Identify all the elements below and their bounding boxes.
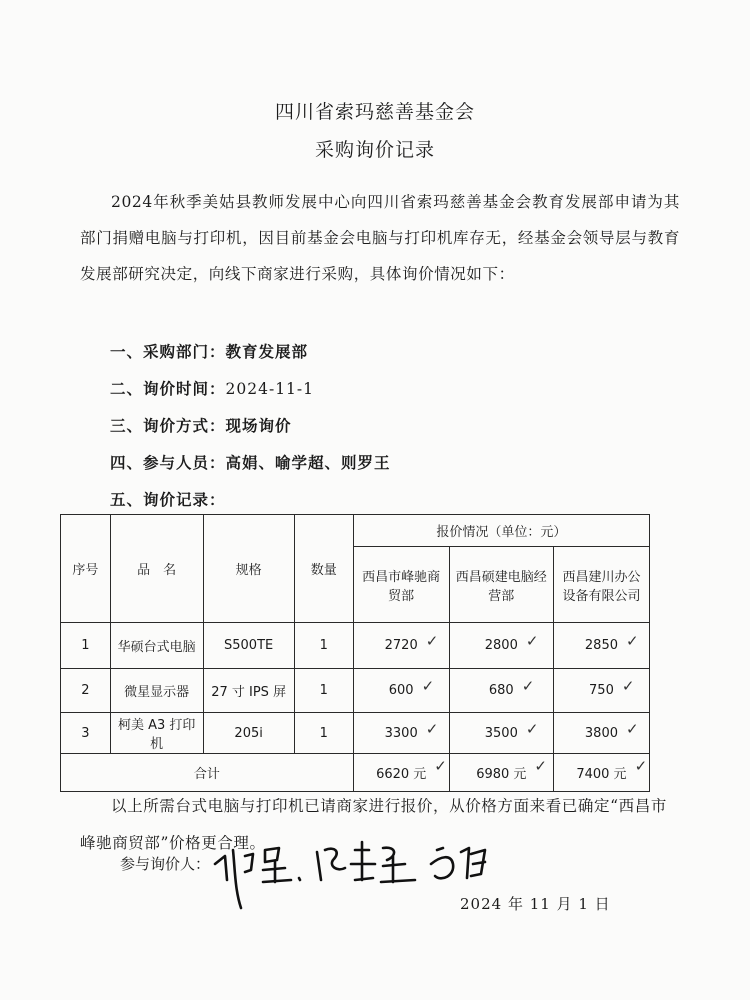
quote-cell [353,669,449,713]
row-no: 1 [61,623,111,669]
row-name: 柯美 A3 打印机 [110,713,203,754]
check-mark-icon: ✓ [525,719,539,738]
total-cell [553,754,649,792]
table-row [61,669,650,713]
purchase-dept-label: 一、采购部门： [110,342,226,361]
quote-value: 2720 [384,638,418,653]
inquiry-method-label: 三、询价方式： [110,416,226,435]
signer-label: 参与询价人： [120,855,211,873]
col-header-quote: 报价情况（单位：元） [353,515,649,547]
row-no: 2 [61,669,111,713]
quote-cell [553,623,649,669]
quote-cell [449,669,553,713]
quote-value: 600 [388,683,414,698]
vendor-3: 西昌建川办公设备有限公司 [553,547,649,623]
check-mark-icon: ✓ [626,632,639,650]
quote-value: 3500 [484,725,518,741]
purchase-dept [110,340,308,362]
participants-value: 高娟、喻学超、则罗王 [225,453,391,472]
row-spec: 27 寸 IPS 屏 [203,669,294,713]
quote-value: 3800 [584,725,618,741]
handwritten-signatures [205,820,495,910]
row-qty: 1 [294,623,353,669]
inquiry-record-label: 五、询价记录： [110,490,226,509]
inquiry-time-label: 二、询价时间： [110,379,226,398]
quote-value: 750 [589,683,614,698]
total-row [61,754,650,792]
purchase-dept-value: 教育发展部 [225,342,309,361]
total-cell [449,754,553,792]
quote-value: 2850 [584,638,618,653]
total-value: 7400 元 [576,767,627,782]
quote-cell [353,623,449,669]
quote-cell [553,669,649,713]
participants-label: 四、参与人员： [110,453,226,472]
quote-cell [449,713,553,754]
inquiry-time [110,377,314,399]
quote-value: 3300 [384,725,418,741]
check-mark-icon: ✓ [525,632,539,650]
participants [110,451,391,473]
vendor-1: 西昌市峰驰商贸部 [353,547,449,623]
row-name: 微星显示器 [110,669,203,713]
table-row [61,713,650,754]
check-mark-icon: ✓ [626,719,639,738]
col-header-qty: 数量 [294,515,353,623]
quote-cell [353,713,449,754]
inquiry-method-value: 现场询价 [225,416,292,435]
quote-table [60,514,650,792]
document-date: 2024 年 11 月 1 日 [460,895,611,913]
quote-cell [553,713,649,754]
check-mark-icon: ✓ [621,677,635,695]
row-qty: 1 [294,669,353,713]
table-row [61,623,650,669]
row-name: 华硕台式电脑 [110,623,203,669]
row-no: 3 [61,713,111,754]
inquiry-method [110,414,292,436]
check-mark-icon: ✓ [521,677,535,695]
inquiry-time-value: 2024-11-1 [225,380,315,398]
col-header-no: 序号 [61,515,111,623]
check-mark-icon: ✓ [434,757,447,775]
total-value: 6980 元 [476,767,527,782]
row-spec: S500TE [203,623,294,669]
intro-paragraph: 2024年秋季美姑县教师发展中心向四川省索玛慈善基金会教育发展部申请为其部门捐赠电脑与打印机，因目前基金会电脑与打印机库存无，经基金会领导层与教育发展部研究决定，向线下商家进行采购，具体询价情况如下： [80,193,680,283]
total-cell [353,754,449,792]
check-mark-icon: ✓ [425,632,439,650]
check-mark-icon: ✓ [425,719,439,738]
quote-value: 680 [488,683,514,698]
org-title: 四川省索玛慈善基金会 [274,101,475,123]
row-qty: 1 [294,713,353,754]
col-header-name: 品 名 [110,515,203,623]
vendor-2: 西昌硕建电脑经营部 [449,547,553,623]
quote-value: 2800 [484,638,518,653]
check-mark-icon: ✓ [534,757,547,775]
row-spec: 205i [203,713,294,754]
total-value: 6620 元 [376,767,427,782]
document-title: 采购询价记录 [314,139,435,161]
col-header-spec: 规格 [203,515,294,623]
check-mark-icon: ✓ [421,677,435,695]
inquiry-record [110,488,226,510]
quote-cell [449,623,553,669]
conclusion-paragraph: 以上所需台式电脑与打印机已请商家进行报价，从价格方面来看已确定“西昌市峰驰商贸部”价格更合理。 [80,797,667,852]
total-label: 合计 [61,754,354,792]
check-mark-icon: ✓ [634,757,648,775]
